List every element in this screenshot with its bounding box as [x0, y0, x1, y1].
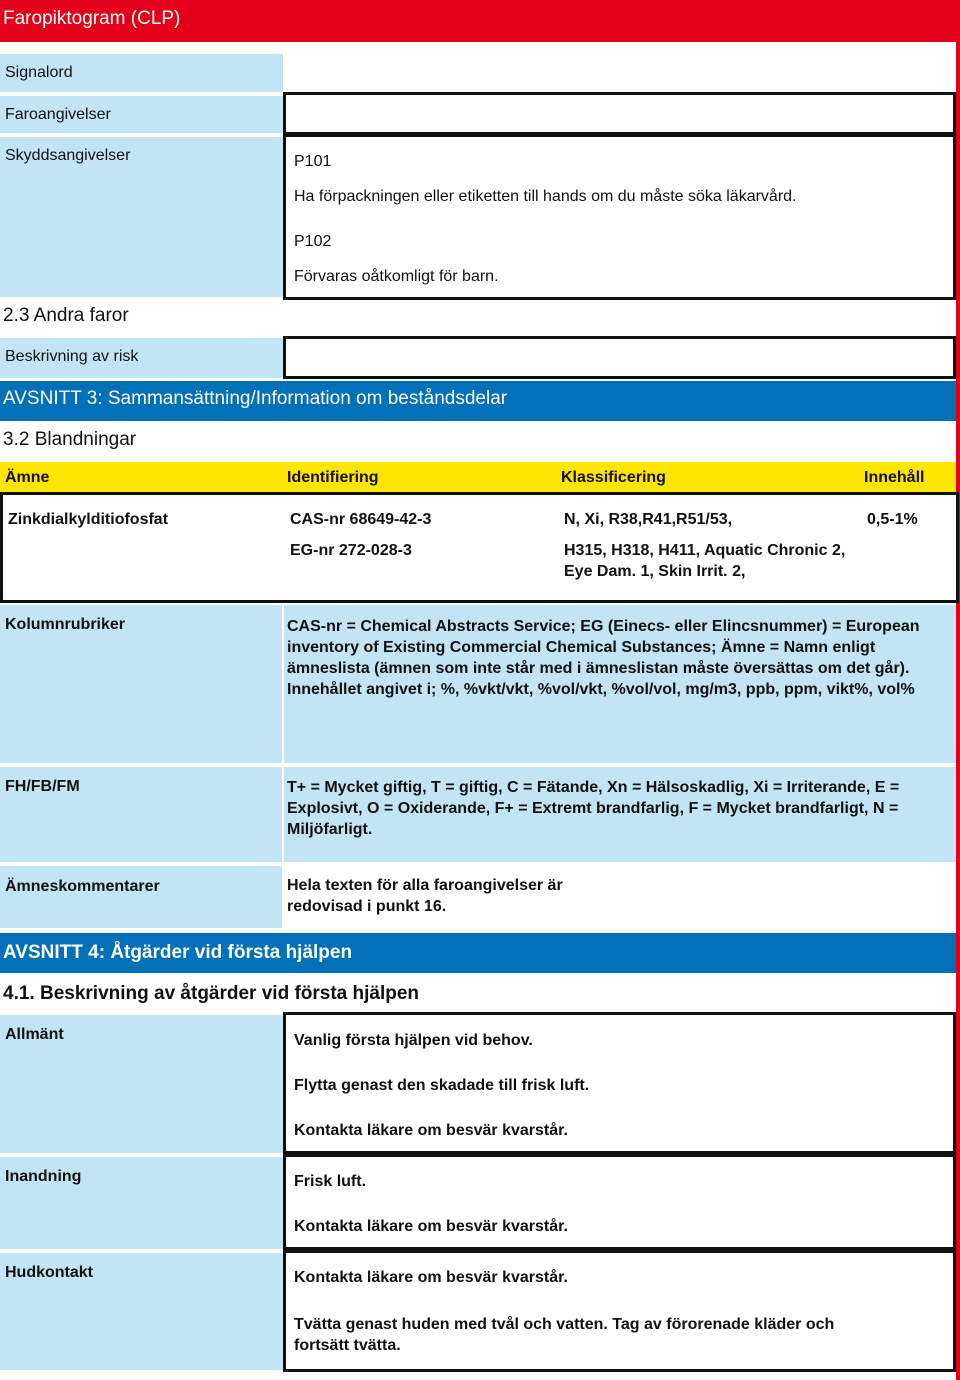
row-classification-3: Eye Dam. 1, Skin Irrit. 2, [564, 563, 746, 580]
inhalation-label: Inandning [0, 1157, 283, 1249]
inhalation-box [283, 1154, 956, 1250]
skin-line-2: Tvätta genast huden med tvål och vatten. Tag av förorenade kläder och fortsätt tvätta. [294, 1316, 835, 1354]
skin-label: Hudkontakt [0, 1253, 283, 1370]
table-header-row [0, 462, 956, 492]
table-row [0, 492, 959, 603]
row-classification-1: N, Xi, R38,R41,R51/53, [564, 511, 733, 528]
inhalation-line-1: Frisk luft. [294, 1173, 367, 1190]
section-4-title-bar [0, 933, 956, 973]
p101-text: Ha förpackningen eller etiketten till hands om du måste söka läkarvård. [294, 188, 797, 205]
general-line-3: Kontakta läkare om besvär kvarstår. [294, 1122, 568, 1139]
comments-box [284, 866, 956, 928]
fh-box [284, 767, 956, 862]
column-headers-box [284, 605, 956, 763]
fh-label: FH/FB/FM [0, 767, 282, 862]
skyddsangivelser-box [283, 134, 956, 300]
general-box [283, 1012, 956, 1154]
column-headers-text: CAS-nr = Chemical Abstracts Service; EG (Einecs- eller Elincsnummer) = European inventory of Existing Commercial Chemical Substances; Ämne = Namn enligt ämneslista (ämnen som inte står med i ämneslistan måste översättas om det går). Innehållet angivet i; %, %vkt/vkt, %vol/vkt, %vol/vol, mg/m3, ppb, ppm, vikt%, vol% [287, 618, 920, 698]
section-3-title: AVSNITT 3: Sammansättning/Information om beståndsdelar [3, 388, 508, 409]
skin-box [283, 1250, 956, 1372]
mixtures-heading: 3.2 Blandningar [3, 429, 137, 450]
skyddsangivelser-label: Skyddsangivelser [0, 137, 283, 297]
row-content: 0,5-1% [867, 511, 918, 528]
section-3-title-bar [0, 381, 956, 421]
general-line-2: Flytta genast den skadade till frisk luft. [294, 1077, 590, 1094]
other-hazards-heading: 2.3 Andra faror [3, 305, 129, 326]
comments-label: Ämneskommentarer [0, 866, 282, 928]
header-identification: Identifiering [287, 469, 379, 486]
pictogram-title: Faropiktogram (CLP) [3, 8, 181, 29]
header-substance: Ämne [5, 469, 50, 486]
p101-code: P101 [294, 153, 332, 170]
faroangivelser-box [283, 92, 956, 135]
header-classification: Klassificering [561, 469, 666, 486]
inhalation-line-2: Kontakta läkare om besvär kvarstår. [294, 1218, 568, 1235]
column-headers-label: Kolumnrubriker [0, 605, 282, 763]
pictogram-title-bar [0, 0, 956, 42]
general-label: Allmänt [0, 1015, 283, 1153]
comments-text: Hela texten för alla faroangivelser är redovisad i punkt 16. [287, 877, 563, 915]
right-edge-stripe [956, 0, 960, 1380]
p102-code: P102 [294, 233, 332, 250]
risk-description-box [283, 336, 956, 379]
risk-description-label: Beskrivning av risk [0, 338, 283, 378]
skin-line-1: Kontakta läkare om besvär kvarstår. [294, 1269, 568, 1286]
p102-text: Förvaras oåtkomligt för barn. [294, 268, 499, 285]
row-cas: CAS-nr 68649-42-3 [290, 511, 432, 528]
row-classification-2: H315, H318, H411, Aquatic Chronic 2, [564, 542, 846, 559]
signalord-label: Signalord [0, 54, 283, 92]
header-content: Innehåll [864, 469, 925, 486]
row-substance: Zinkdialkylditiofosfat [8, 511, 169, 528]
faroangivelser-label: Faroangivelser [0, 96, 283, 133]
row-eg: EG-nr 272-028-3 [290, 542, 412, 559]
first-aid-subtitle: 4.1. Beskrivning av åtgärder vid första hjälpen [3, 983, 420, 1004]
section-4-title: AVSNITT 4: Åtgärder vid första hjälpen [3, 942, 353, 963]
general-line-1: Vanlig första hjälpen vid behov. [294, 1032, 533, 1049]
fh-text: T+ = Mycket giftig, T = giftig, C = Fätande, Xn = Hälsoskadlig, Xi = Irriterande, E = Explosivt, O = Oxiderande, F+ = Extremt brandfarlig, F = Mycket brandfarligt, N = Miljöfarligt. [287, 779, 900, 838]
